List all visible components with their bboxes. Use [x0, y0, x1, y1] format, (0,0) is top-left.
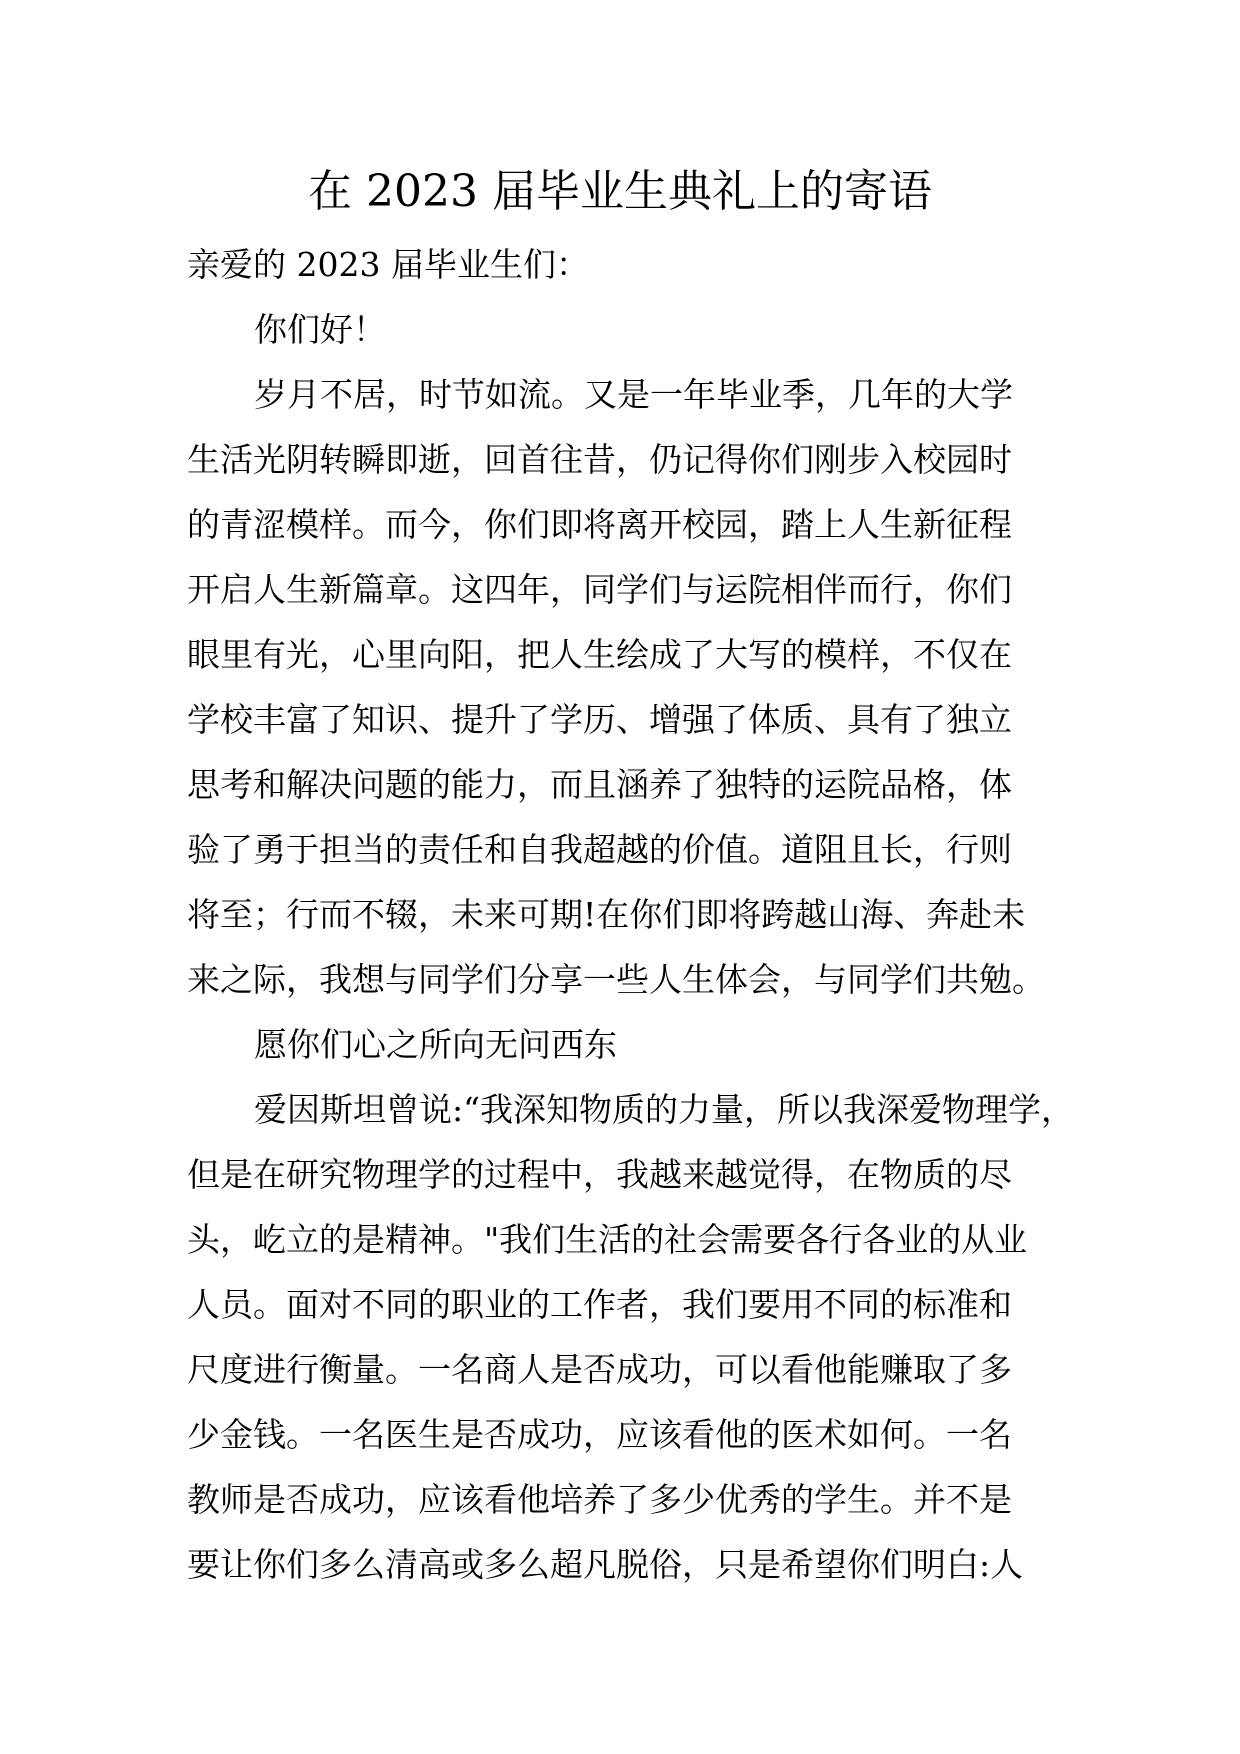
paragraph-line: 头，屹立的是精神。"我们生活的社会需要各行各业的从业 — [187, 1220, 1028, 1259]
document-title: 在 2023 届毕业生典礼上的寄语 — [308, 166, 932, 217]
paragraph-line: 爱因斯坦曾说:“我深知物质的力量，所以我深爱物理学， — [254, 1090, 1074, 1129]
paragraph-line: 人员。面对不同的职业的工作者，我们要用不同的标准和 — [187, 1285, 1012, 1324]
paragraph-line: 少金钱。一名医生是否成功，应该看他的医术如何。一名 — [187, 1415, 1012, 1454]
paragraph-line: 生活光阴转瞬即逝，回首往昔，仍记得你们刚步入校园时 — [187, 440, 1012, 479]
document-body — [187, 232, 1187, 1597]
section-heading: 愿你们心之所向无问西东 — [254, 1025, 617, 1064]
paragraph-line: 岁月不居，时节如流。又是一年毕业季，几年的大学 — [254, 375, 1013, 414]
salutation-line: 亲爱的 2023 届毕业生们： — [187, 245, 589, 284]
paragraph-line: 学校丰富了知识、提升了学历、增强了体质、具有了独立 — [187, 700, 1012, 739]
paragraph-line: 将至；行而不辍，未来可期!在你们即将跨越山海、奔赴未 — [187, 895, 1026, 934]
paragraph-line: 思考和解决问题的能力，而且涵养了独特的运院品格，体 — [187, 765, 1012, 804]
paragraph-line: 验了勇于担当的责任和自我超越的价值。道阻且长，行则 — [187, 830, 1012, 869]
greeting-line: 你们好！ — [254, 310, 386, 349]
paragraph-line: 开启人生新篇章。这四年，同学们与运院相伴而行，你们 — [187, 570, 1012, 609]
paragraph-line: 要让你们多么清高或多么超凡脱俗，只是希望你们明白:人 — [187, 1545, 1024, 1584]
paragraph-line: 尺度进行衡量。一名商人是否成功，可以看他能赚取了多 — [187, 1350, 1012, 1389]
paragraph-line: 的青涩模样。而今，你们即将离开校园，踏上人生新征程 — [187, 505, 1012, 544]
paragraph-line: 来之际，我想与同学们分享一些人生体会，与同学们共勉。 — [187, 960, 1045, 999]
paragraph-line: 但是在研究物理学的过程中，我越来越觉得，在物质的尽 — [187, 1155, 1012, 1194]
paragraph-line: 眼里有光，心里向阳，把人生绘成了大写的模样，不仅在 — [187, 635, 1012, 674]
paragraph-line: 教师是否成功，应该看他培养了多少优秀的学生。并不是 — [187, 1480, 1012, 1519]
